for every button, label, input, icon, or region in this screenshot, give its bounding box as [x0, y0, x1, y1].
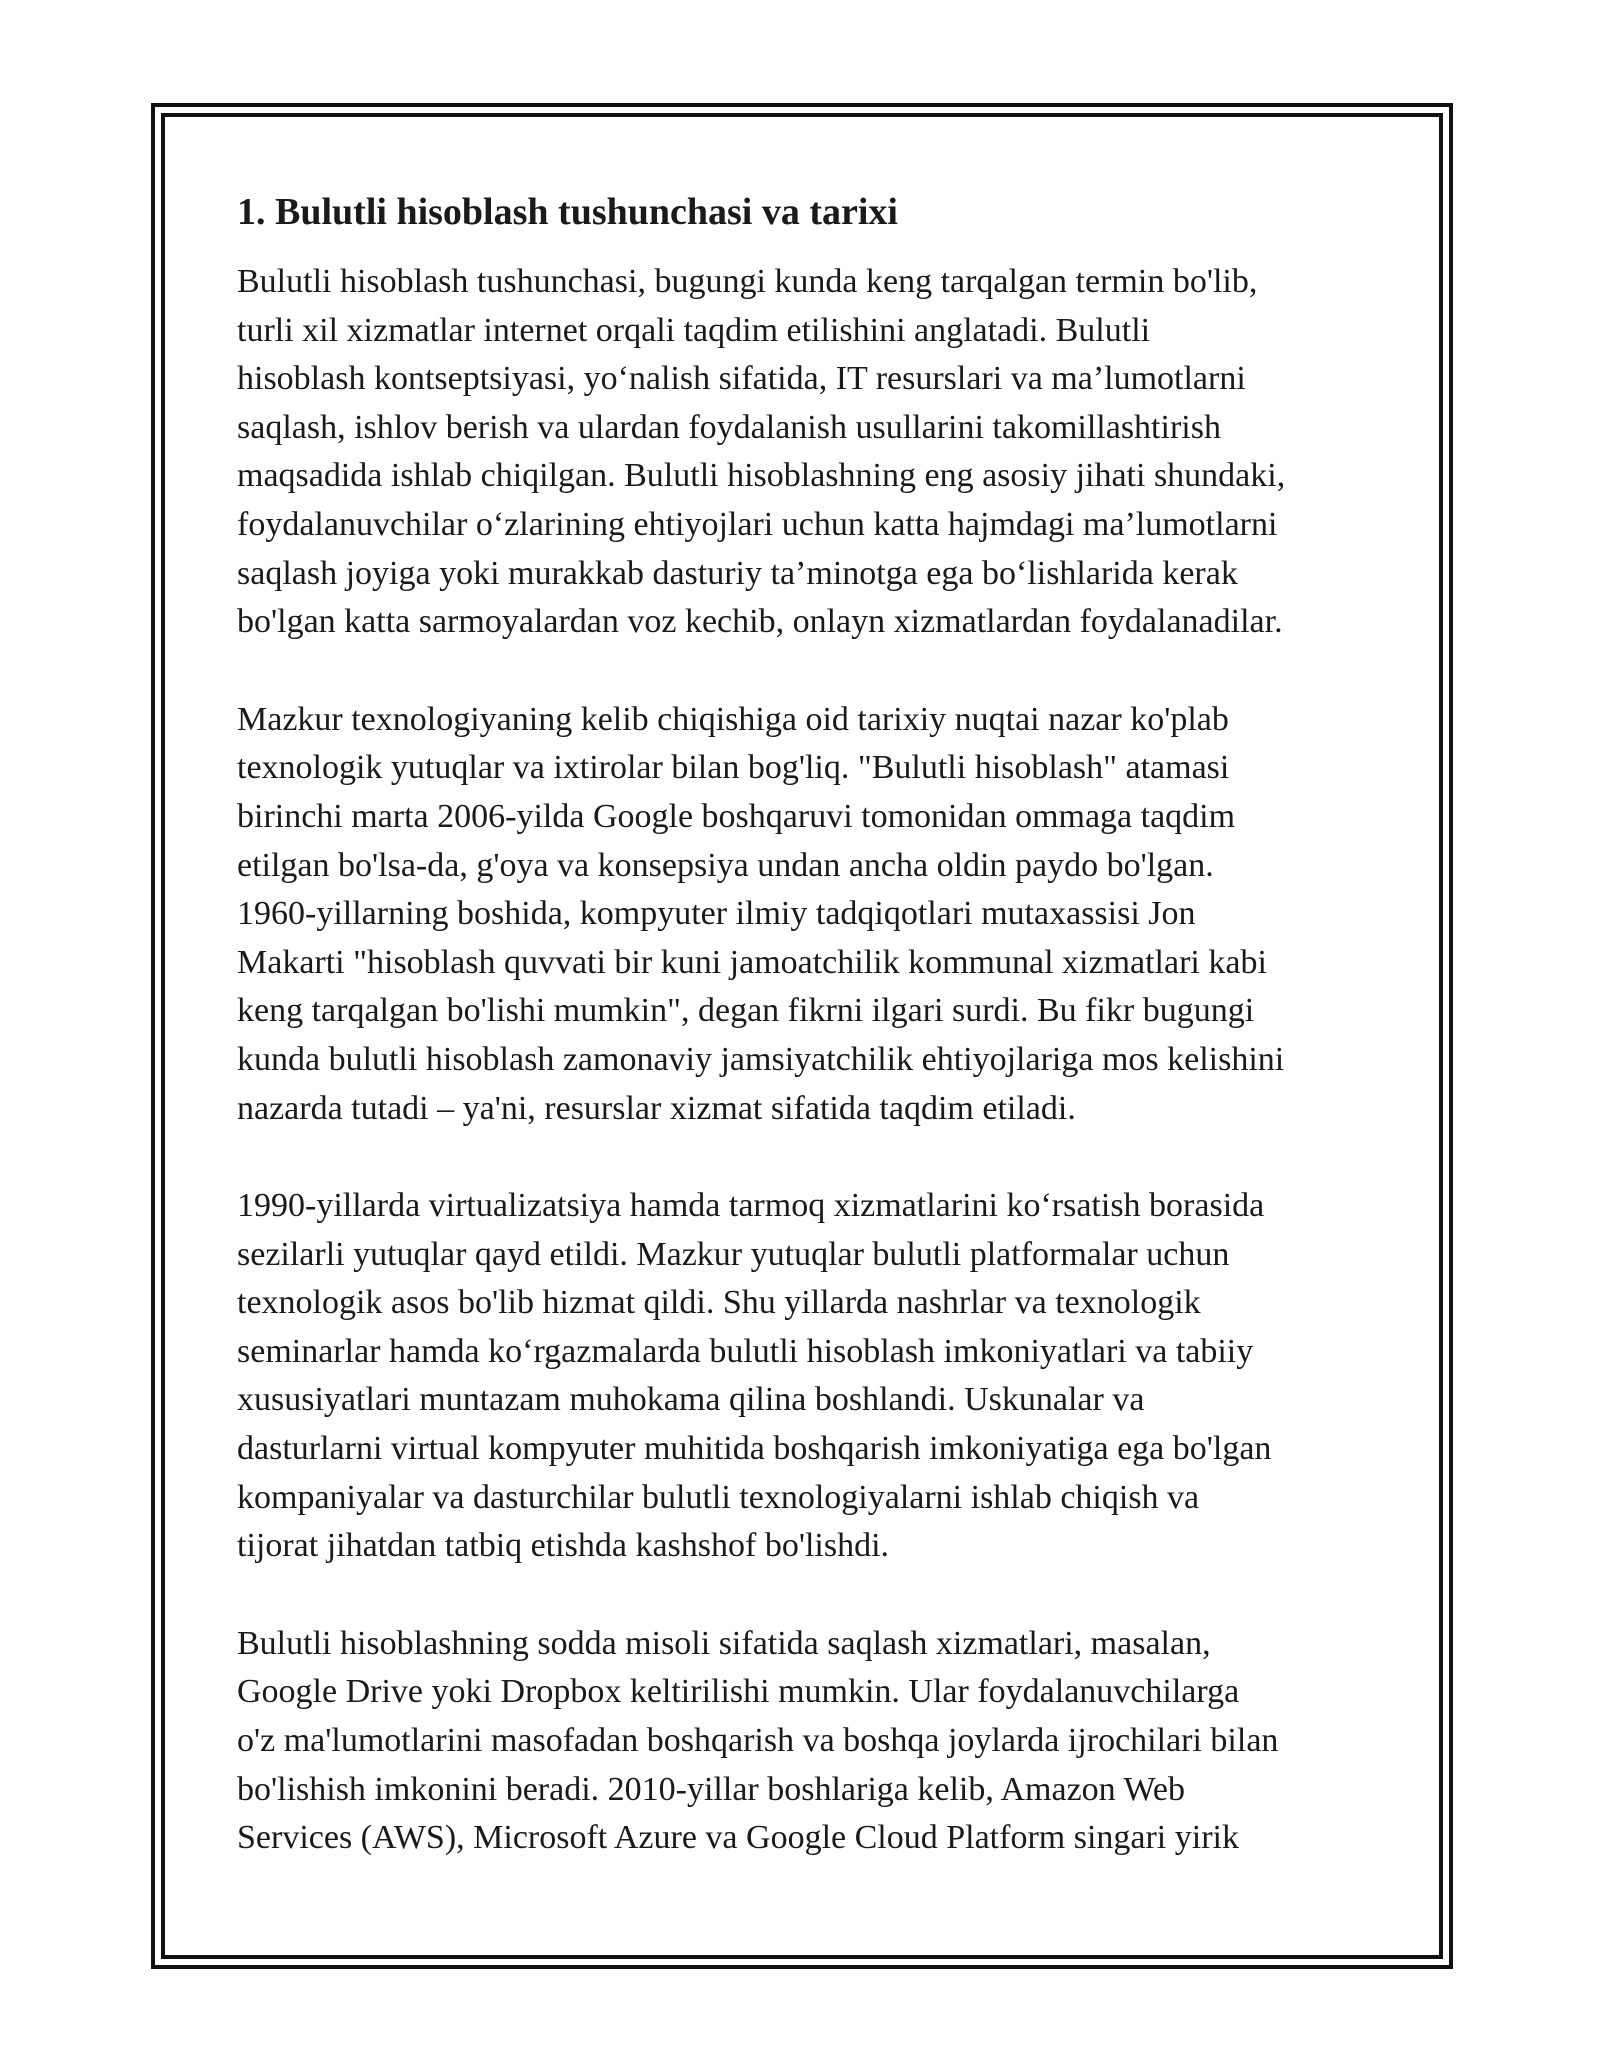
text-line: 1990-yillarda virtualizatsiya hamda tarmoq xizmatlarini ko‘rsatish borasida [237, 1187, 1265, 1225]
text-line: seminarlar hamda ko‘rgazmalarda bulutli hisoblash imkoniyatlari va tabiiy [237, 1332, 1254, 1370]
text-line: nazarda tutadi – ya'ni, resurslar xizmat sifatida taqdim etiladi. [237, 1089, 1076, 1127]
text-line: 1960-yillarning boshida, kompyuter ilmiy tadqiqotlari mutaxassisi Jon [237, 895, 1196, 933]
paragraph-4 [237, 1620, 1387, 1863]
text-line: Makarti "hisoblash quvvati bir kuni jamoatchilik kommunal xizmatlari kabi [237, 943, 1267, 981]
section-heading: 1. Bulutli hisoblash tushunchasi va tarixi [237, 191, 898, 233]
text-line: Google Drive yoki Dropbox keltirilishi mumkin. Ular foydalanuvchilarga [237, 1673, 1240, 1711]
page-content [237, 186, 1387, 1912]
text-line: kunda bulutli hisoblash zamonaviy jamsiyatchilik ehtiyojlariga mos kelishini [237, 1040, 1285, 1078]
text-line: texnologik yutuqlar va ixtirolar bilan bog'liq. "Bulutli hisoblash" atamasi [237, 749, 1230, 787]
text-line: texnologik asos bo'lib hizmat qildi. Shu yillarda nashrlar va texnologik [237, 1284, 1201, 1322]
text-line: etilgan bo'lsa-da, g'oya va konsepsiya undan ancha oldin paydo bo'lgan. [237, 846, 1214, 884]
text-line: hisoblash kontseptsiyasi, yo‘nalish sifatida, IT resurslari va ma’lumotlarni [237, 360, 1246, 398]
text-line: turli xil xizmatlar internet orqali taqdim etilishini anglatadi. Bulutli [237, 311, 1151, 349]
text-line: bo'lishish imkonini beradi. 2010-yillar boshlariga kelib, Amazon Web [237, 1770, 1185, 1808]
text-line: tijorat jihatdan tatbiq etishda kashshof bo'lishdi. [237, 1527, 890, 1565]
text-line: maqsadida ishlab chiqilgan. Bulutli hisoblashning eng asosiy jihati shundaki, [237, 457, 1286, 495]
paragraph-1 [237, 258, 1387, 647]
text-line: sezilarli yutuqlar qayd etildi. Mazkur yutuqlar bulutli platformalar uchun [237, 1235, 1230, 1273]
text-line: keng tarqalgan bo'lishi mumkin", degan fikrni ilgari surdi. Bu fikr bugungi [237, 992, 1255, 1030]
text-line: saqlash joyiga yoki murakkab dasturiy ta’minotga ega bo‘lishlarida kerak [237, 554, 1238, 592]
text-line: Bulutli hisoblashning sodda misoli sifatida saqlash xizmatlari, masalan, [237, 1624, 1211, 1662]
text-line: kompaniyalar va dasturchilar bulutli texnologiyalarni ishlab chiqish va [237, 1478, 1200, 1516]
text-line: Bulutli hisoblash tushunchasi, bugungi kunda keng tarqalgan termin bo'lib, [237, 263, 1258, 300]
text-line: xususiyatlari muntazam muhokama qilina boshlandi. Uskunalar va [237, 1381, 1145, 1419]
text-line: saqlash, ishlov berish va ulardan foydalanish usullarini takomillashtirish [237, 408, 1221, 446]
text-line: foydalanuvchilar o‘zlarining ehtiyojlari uchun katta hajmdagi ma’lumotlarni [237, 505, 1278, 543]
paragraph-2 [237, 696, 1387, 1133]
text-line: bo'lgan katta sarmoyalardan voz kechib, onlayn xizmatlardan foydalanadilar. [237, 603, 1283, 641]
paragraph-3 [237, 1182, 1387, 1571]
text-line: Mazkur texnologiyaning kelib chiqishiga oid tarixiy nuqtai nazar ko'plab [237, 700, 1229, 738]
text-line: dasturlarni virtual kompyuter muhitida boshqarish imkoniyatiga ega bo'lgan [237, 1430, 1272, 1468]
text-line: birinchi marta 2006-yilda Google boshqaruvi tomonidan ommaga taqdim [237, 797, 1236, 835]
text-line: Services (AWS), Microsoft Azure va Google Cloud Platform singari yirik [237, 1819, 1239, 1857]
text-line: o'z ma'lumotlarini masofadan boshqarish va boshqa joylarda ijrochilari bilan [237, 1722, 1279, 1760]
